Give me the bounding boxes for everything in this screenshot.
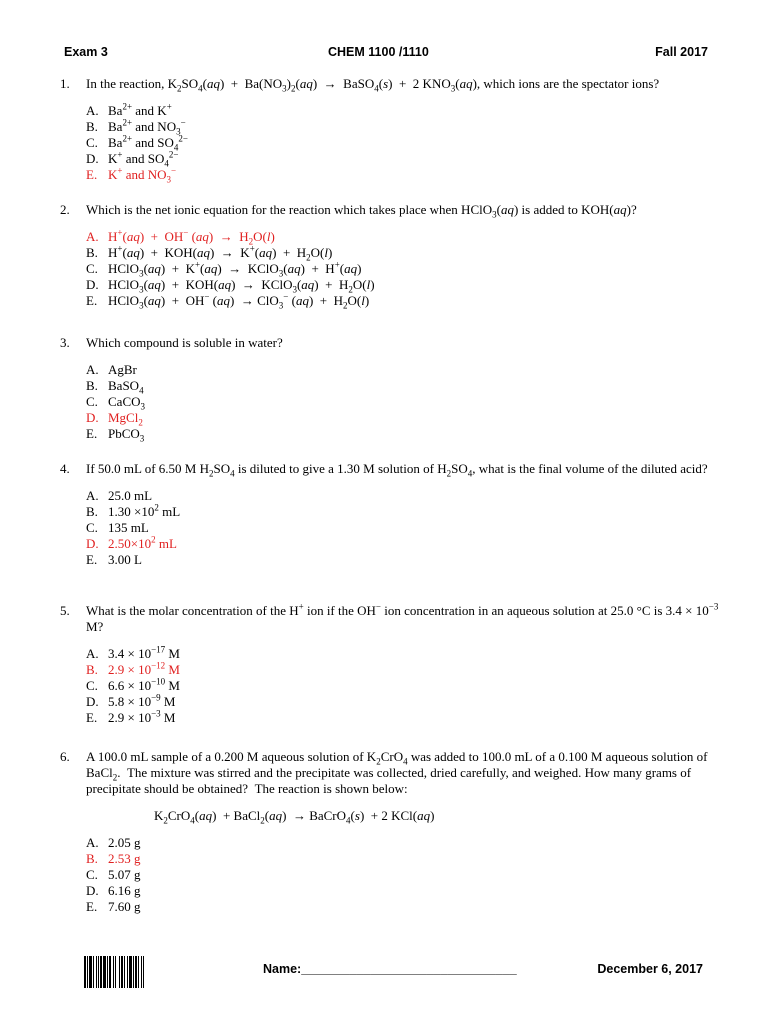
answer-choice [86, 394, 720, 410]
answer-choice [86, 277, 720, 293]
choice-text: H+(aq) + OH− $(aq) \to H_2O(l)$ [108, 227, 275, 247]
choice-letter: C. [86, 394, 98, 409]
choice-text: $6.6 \times 10^{-10}$ M [108, 676, 180, 693]
choice-letter: B. [86, 662, 98, 677]
answer-choice [86, 426, 720, 442]
answer-choice [86, 646, 720, 662]
choice-text: 5.07 g [108, 867, 141, 882]
choice-text: $2.9 \times 10^{-3}$ M [108, 708, 176, 725]
question-number: 5. [60, 603, 70, 618]
question-stem [60, 335, 720, 351]
choice-letter: C. [86, 261, 98, 276]
choice-text: $5.8 \times 10^{-9}$ M [108, 692, 176, 709]
answer-choice-correct [86, 536, 720, 552]
answer-choice [86, 135, 720, 151]
choice-text: $Ba^{2+}$ and K+ [108, 101, 172, 118]
answer-choice [86, 867, 720, 883]
question-text: Which is the net ionic equation for the reaction which takes place when HClO$_3$(aq) is added to KOH(aq)? [86, 202, 637, 220]
choice-letter: E. [86, 426, 98, 441]
question-5 [60, 603, 720, 726]
choice-letter: D. [86, 536, 99, 551]
choice-letter: A. [86, 362, 99, 377]
question-stem [60, 76, 720, 92]
question-1 [60, 76, 720, 183]
answer-choice [86, 245, 720, 261]
reaction-equation: $K_2CrO_4(aq)$ + BaCl$_2$(aq) → BaCrO$_4$(s) + 2 KCl(aq) [154, 808, 435, 826]
choice-text: 2.53 g [108, 851, 141, 866]
answer-choice [86, 883, 720, 899]
exam-number: Exam 3 [64, 45, 108, 59]
question-text: A 100.0 mL sample of a 0.200 M aqueous solution of $K_2CrO_4$ was added to 100.0 mL of a 0.100 M aqueous solution of BaCl$_2$. The mixture was stirred and the precipitate was collected, dried carefully, and weighed. How many grams of precipitate should be obtained? The reaction is shown below: [86, 749, 708, 796]
choice-letter: B. [86, 378, 98, 393]
question-text: In the reaction, $K_2SO_4(aq) + Ba(NO_3)_2(aq)$ → BaSO$_4$(s) + 2 $KNO_3(aq)$, which ions are the spectator ions? [86, 76, 660, 94]
question-2 [60, 202, 720, 309]
question-stem [60, 603, 720, 635]
question-number: 2. [60, 202, 70, 217]
answer-choice [86, 899, 720, 915]
choice-text: K+ and $NO_3^-$ [108, 165, 177, 185]
choice-letter: A. [86, 229, 99, 244]
question-stem [60, 749, 720, 797]
choice-letter: A. [86, 835, 99, 850]
answer-choice [86, 293, 720, 309]
choice-letter: D. [86, 410, 99, 425]
question-text: If 50.0 mL of 6.50 M $H_2SO_4$ is diluted to give a 1.30 M solution of $H_2SO_4$, what is the final volume of the diluted acid? [86, 461, 708, 479]
choice-text: CaCO$_3$ [108, 394, 145, 412]
choice-text: AgBr [108, 362, 137, 377]
question-6 [60, 749, 720, 915]
choice-letter: D. [86, 151, 99, 166]
choice-text: 25.0 mL [108, 488, 153, 503]
question-text: Which compound is soluble in water? [86, 335, 283, 350]
choice-letter: C. [86, 520, 98, 535]
question-stem [60, 461, 720, 477]
choice-text: $3.4 \times 10^{-17}$ M [108, 644, 180, 661]
choice-letter: E. [86, 552, 98, 567]
answer-choice [86, 151, 720, 167]
choice-letter: D. [86, 883, 99, 898]
choice-letter: D. [86, 694, 99, 709]
question-number: 3. [60, 335, 70, 350]
choice-letter: A. [86, 646, 99, 661]
choice-text: 2.05 g [108, 835, 141, 850]
question-stem [60, 202, 720, 218]
choice-text: 7.60 g [108, 899, 141, 914]
choice-letter: A. [86, 488, 99, 503]
choice-text: $Ba^{2+}$ and $SO_4^{2-}$ [108, 133, 188, 153]
choice-text: HClO$_3$(aq) + K+(aq) → KClO$_3$(aq) + H+(aq) [108, 259, 362, 279]
answer-choice [86, 520, 720, 536]
question-number: 4. [60, 461, 70, 476]
answer-choice [86, 378, 720, 394]
answer-choice-correct [86, 410, 720, 426]
answer-choice-correct [86, 167, 720, 183]
choice-letter: A. [86, 103, 99, 118]
choice-letter: E. [86, 167, 98, 182]
choice-text: $2.9 \times 10^{-12}$ M [108, 660, 180, 677]
semester: Fall 2017 [655, 45, 708, 59]
name-field-label: Name:_______________________________ [263, 962, 517, 976]
choice-text: $H^+(aq) + KOH(aq) \to K^+(aq) + H_2O(l)$ [108, 243, 333, 263]
choice-text: MgCl$_2$ [108, 410, 143, 428]
answer-choice-correct [86, 662, 720, 678]
barcode [84, 956, 160, 988]
choice-letter: E. [86, 710, 98, 725]
choice-letter: C. [86, 678, 98, 693]
choice-text: K+ and $SO_4^{2-}$ [108, 149, 179, 169]
choice-text: $Ba^{2+}$ and $NO_3^-$ [108, 117, 186, 137]
choice-letter: D. [86, 277, 99, 292]
answer-choice [86, 261, 720, 277]
answer-choice [86, 119, 720, 135]
choice-letter: B. [86, 504, 98, 519]
choice-letter: C. [86, 867, 98, 882]
question-4 [60, 461, 720, 568]
question-3 [60, 335, 720, 442]
answer-choice [86, 835, 720, 851]
choice-text: PbCO$_3$ [108, 426, 145, 444]
question-number: 6. [60, 749, 70, 764]
answer-choice-correct [86, 229, 720, 245]
choice-letter: C. [86, 135, 98, 150]
exam-date: December 6, 2017 [597, 962, 703, 976]
choice-text: 6.16 g [108, 883, 141, 898]
question-text: What is the molar concentration of the H+ ion if the OH− ion concentration in an aqueous solution at 25.0 °C is $3.4 \times 10^{-3}$ M? [86, 601, 719, 634]
choice-text: BaSO$_4$ [108, 378, 144, 396]
choice-letter: B. [86, 851, 98, 866]
choice-text: HClO$_3$(aq) + KOH(aq) → KClO$_3$(aq) + $H_2O(l)$ [108, 277, 375, 295]
answer-choice [86, 694, 720, 710]
choice-text: HClO$_3$(aq) + OH− (aq) → ClO$_3$− $(aq) + H_2O(l)$ [108, 291, 370, 311]
answer-choice [86, 710, 720, 726]
choice-letter: B. [86, 119, 98, 134]
choice-letter: B. [86, 245, 98, 260]
choice-letter: E. [86, 899, 98, 914]
answer-choice [86, 678, 720, 694]
answer-choice [86, 552, 720, 568]
course-code: CHEM 1100 /1110 [328, 45, 429, 59]
answer-choice [86, 504, 720, 520]
answer-choice [86, 103, 720, 119]
choice-text: 3.00 L [108, 552, 142, 567]
choice-letter: E. [86, 293, 98, 308]
question-number: 1. [60, 76, 70, 91]
answer-choice [86, 488, 720, 504]
answer-choice [86, 362, 720, 378]
choice-text: $2.50\times 10^2$ mL [108, 534, 177, 551]
choice-text: 135 mL [108, 520, 149, 535]
answer-choice-correct [86, 851, 720, 867]
choice-text: $1.30 \times 10^2$ mL [108, 502, 181, 519]
